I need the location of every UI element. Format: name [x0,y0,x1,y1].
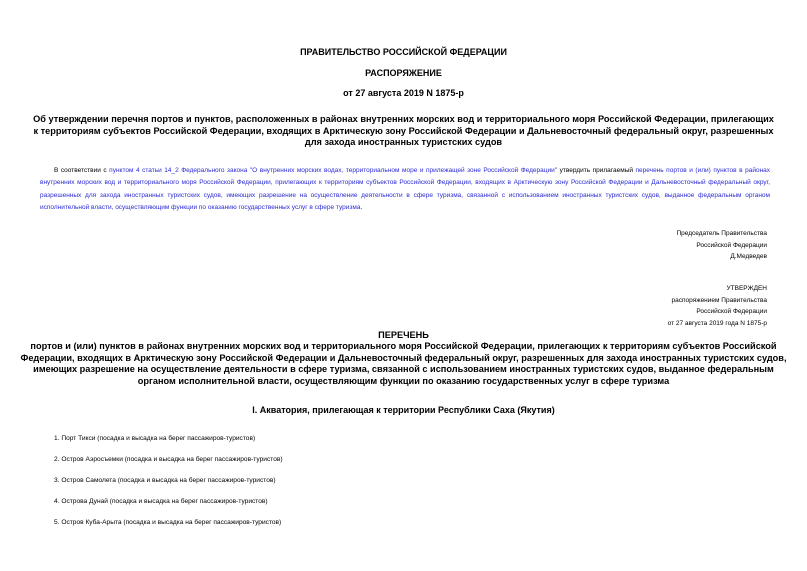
signature-name: Д.Медведев [730,253,767,260]
approval-authority: распоряжением Правительства [671,296,767,304]
approval-country: Российской Федерации [696,308,767,315]
approval-label: УТВЕРЖДЕН [726,285,767,292]
preamble-text-3: . [360,203,363,211]
signature-country: Российской Федерации [696,241,767,249]
signature-position: Председатель Правительства [676,230,767,237]
preamble-text-1: В соответствии с [54,167,110,174]
approval-date: от 27 августа 2019 года N 1875-р [667,319,767,327]
law-reference-link[interactable]: пунктом 4 статьи 14_2 Федерального закона "О внутренних морских водах, территориальном море и прилежащей зоне Российской Федерации" [109,167,558,174]
list-item: 2. Остров Аэросъемки (посадка и высадка на берег пассажиров-туристов) [54,456,283,463]
section-title: I. Акватория, прилегающая к территории Республики Саха (Якутия) [252,405,555,415]
list-item: 3. Остров Самолета (посадка и высадка на берег пассажиров-туристов) [54,477,276,484]
list-item: 5. Остров Куба-Арыта (посадка и высадка на берег пассажиров-туристов) [54,519,282,526]
document-title: Об утверждении перечня портов и пунктов, расположенных в районах внутренних морских вод и территориального моря Российской Федерации, прилегающих к территориям субъектов Российской Федерации, входящих в Арктическую зону Российской Федерации и Дальневосточный федеральный округ, разрешенных для захода иностранных туристских судов [33,114,774,147]
list-reference-link[interactable]: перечень портов и (или) пунктов в районах внутренних морских вод и территориального моря Российской Федерации, прилегающих к территориям субъектов Российской Федерации, входящих в Арктическую зону Российской Федерации и Дальневосточный федеральный округ, разрешенных для захода иностранных туристских судов, имеющих разрешение на осуществление деятельности в сфере туризма, связанной с использованием иностранных туристских судов, выданное федеральным органом исполнительной власти, осуществляющим функции по оказанию государственных услуг в сфере туризма [40,167,771,211]
document-type: РАСПОРЯЖЕНИЕ [365,68,442,78]
preamble-paragraph [40,165,770,214]
list-item: 1. Порт Тикси (посадка и высадка на берег пассажиров-туристов) [54,435,256,442]
signature-block [676,228,767,263]
preamble-text-2: утвердить прилагаемый [557,167,636,174]
list-heading: ПЕРЕЧЕНЬ [378,330,429,340]
list-item: 4. Острова Дунай (посадка и высадка на берег пассажиров-туристов) [54,498,268,505]
list-title-block [20,330,787,387]
document-date-number: от 27 августа 2019 N 1875-р [343,88,464,98]
government-heading: ПРАВИТЕЛЬСТВО РОССИЙСКОЙ ФЕДЕРАЦИИ [300,47,507,57]
list-subtitle: портов и (или) пунктов в районах внутренних морских вод и территориального моря Российской Федерации, прилегающих к территориям субъектов Российской Федерации, входящих в Арктическую зону Российской Федерации и Дальневосточный федеральный округ, разрешенных для захода иностранных туристских судов, имеющих разрешение на осуществление деятельности в сфере туризма, связанной с использованием иностранных туристских судов, выданное федеральным органом исполнительной власти, осуществляющим функции по оказанию государственных услуг в сфере туризма [20,341,787,386]
approval-stamp [668,283,767,329]
